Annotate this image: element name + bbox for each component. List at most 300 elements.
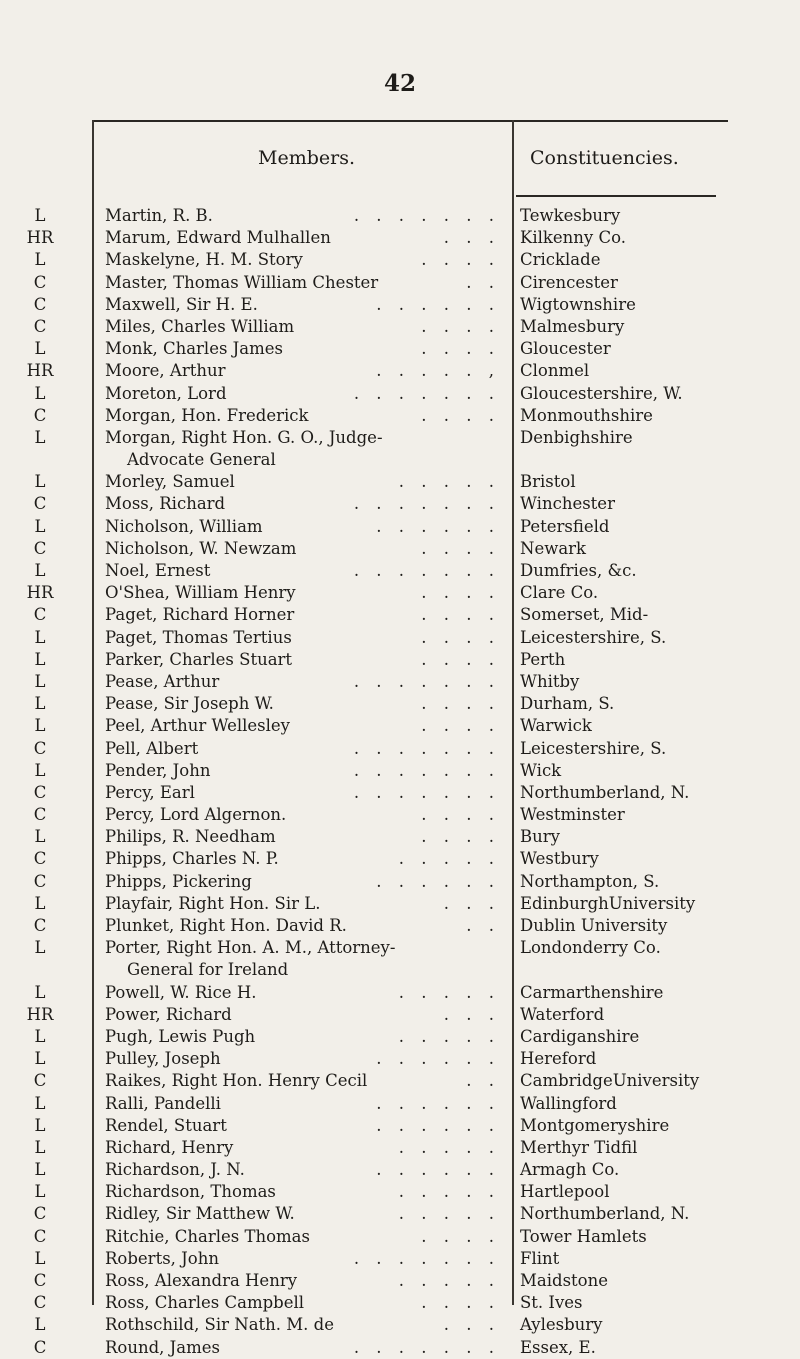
dot-leader: . . . . . . . [353,1337,500,1357]
member-cell [105,316,500,338]
header-rule [516,195,716,197]
table-row [0,1314,800,1336]
member-cell [105,1314,500,1336]
constituency-cell: Winchester [520,494,615,514]
member-name: Rothschild, Sir Nath. M. de [105,1315,335,1335]
member-name: Marum, Edward Mulhallen [105,228,331,248]
constituency-cell: Wallingford [520,1093,617,1113]
table-row [0,649,800,671]
party-label: C [33,316,47,336]
constituency-cell: Wick [520,760,562,780]
party-label: C [33,272,47,292]
member-name-continued: Advocate General [127,449,276,469]
party-label: C [33,871,47,891]
party-label: L [34,1248,46,1268]
member-cell [105,893,500,915]
dot-leader: . . . . . [398,849,500,869]
member-cell [105,249,500,271]
dot-leader: . . . . . , [376,361,500,381]
dot-leader: . . . . . . [376,1115,500,1135]
member-cell [105,804,500,826]
member-name: Peel, Arthur Wellesley [105,716,291,736]
member-cell [105,604,500,626]
constituency-cell: EdinburghUniversity [520,893,696,913]
party-label: C [33,605,47,625]
member-name: Round, James [105,1337,220,1357]
constituency-cell: Dublin University [520,916,668,936]
party-label: L [34,561,46,581]
dot-leader: . . . . . . [376,294,500,314]
constituency-cell: Hartlepool [520,1182,610,1202]
party-label: HR [26,1004,54,1024]
member-name: Power, Richard [105,1004,232,1024]
member-name: Ralli, Pandelli [105,1093,221,1113]
dot-leader: . . . . [421,605,500,625]
member-name: Master, Thomas William Chester [105,272,379,292]
member-cell [105,582,500,604]
table-row [0,560,800,582]
table-row [0,405,800,427]
table-row [0,471,800,493]
dot-leader: . . . . [421,827,500,847]
dot-leader: . . . . [421,716,500,736]
member-cell [105,871,500,893]
party-label: C [33,1337,47,1357]
party-label: C [33,405,47,425]
party-label: L [34,893,46,913]
constituency-cell: Londonderry Co. [520,938,661,958]
party-label: C [33,1293,47,1313]
member-name: Plunket, Right Hon. David R. [105,916,347,936]
member-cell [105,493,500,515]
member-cell [105,693,500,715]
page-number: 42 [383,70,416,97]
dot-leader: . . . . . [398,1271,500,1291]
dot-leader: . . . . . . . [353,671,500,691]
table-row [0,427,800,471]
table-row [0,516,800,538]
member-name: Moss, Richard [105,494,226,514]
constituency-cell: Montgomeryshire [520,1115,670,1135]
party-label: L [34,1115,46,1135]
table-row [0,582,800,604]
table-row [0,915,800,937]
member-name: Paget, Thomas Tertius [105,627,292,647]
member-cell [105,1159,500,1181]
table-row [0,1292,800,1314]
member-name-continued: General for Ireland [127,960,289,980]
table-row [0,338,800,360]
table-row [0,538,800,560]
table-row [0,1026,800,1048]
table-row [0,1137,800,1159]
constituency-cell: Aylesbury [520,1315,603,1335]
member-name: Pulley, Joseph [105,1049,221,1069]
member-cell [105,227,500,249]
party-label: C [33,1226,47,1246]
table-row [0,604,800,626]
dot-leader: . . . . . . [376,1093,500,1113]
member-cell [105,738,500,760]
table-row [0,893,800,915]
dot-leader: . . . . . [398,472,500,492]
dot-leader: . . . . . . [376,871,500,891]
dot-leader: . . . . [421,649,500,669]
dot-leader: . . . . . . . [353,561,500,581]
member-cell [105,1004,500,1026]
dot-leader: . . . . [421,538,500,558]
member-name: Porter, Right Hon. A. M., Attorney- [105,938,396,958]
party-label: C [33,1271,47,1291]
member-name: Noel, Ernest [105,561,211,581]
table-row [0,826,800,848]
dot-leader: . . . . . . . [353,782,500,802]
constituency-cell: Cardiganshire [520,1026,640,1046]
member-name: Ross, Alexandra Henry [105,1271,298,1291]
constituency-cell: Durham, S. [520,694,615,714]
dot-leader: . . . . . [398,1182,500,1202]
table-row [0,1270,800,1292]
party-label: L [34,1160,46,1180]
table-row [0,493,800,515]
party-label: HR [26,228,54,248]
member-cell [105,471,500,493]
party-label: C [33,738,47,758]
top-rule [92,120,728,122]
member-name: Morley, Samuel [105,472,235,492]
table-row [0,804,800,826]
member-cell [105,1026,500,1048]
table-row [0,760,800,782]
dot-leader: . . . . . . . [353,494,500,514]
table-row [0,982,800,1004]
table-row [0,1226,800,1248]
member-cell [105,1337,500,1359]
table-row [0,627,800,649]
table-row [0,738,800,760]
constituency-cell: Leicestershire, S. [520,627,667,647]
constituency-cell: Armagh Co. [520,1160,620,1180]
table-row [0,782,800,804]
constituency-cell: Bury [520,827,560,847]
member-cell [105,1070,500,1092]
member-name: Percy, Lord Algernon. [105,805,287,825]
table-row [0,272,800,294]
member-name: Moreton, Lord [105,383,227,403]
party-label: L [34,1093,46,1113]
dot-leader: . . [466,916,500,936]
party-label: C [33,294,47,314]
constituency-cell: Monmouthshire [520,405,653,425]
party-label: L [34,206,46,225]
dot-leader: . . . . [421,250,500,270]
member-name: Nicholson, William [105,516,263,536]
member-cell [105,982,500,1004]
member-cell [105,1270,500,1292]
constituency-cell: Essex, E. [520,1337,596,1357]
member-name: Phipps, Pickering [105,871,252,891]
constituency-cell: Northumberland, N. [520,782,690,802]
table-row [0,1203,800,1225]
member-cell [105,782,500,804]
constituency-cell: Leicestershire, S. [520,738,667,758]
constituency-cell: Gloucestershire, W. [520,383,683,403]
dot-leader: . . . . [421,583,500,603]
member-name: Pease, Arthur [105,671,220,691]
member-cell [105,1137,500,1159]
member-cell [105,405,500,427]
constituency-cell: Carmarthenshire [520,982,664,1002]
party-label: C [33,494,47,514]
member-cell [105,715,500,737]
member-name: Pease, Sir Joseph W. [105,694,274,714]
member-name: Parker, Charles Stuart [105,649,293,669]
member-name: Morgan, Right Hon. G. O., Judge- [105,427,383,447]
member-cell [105,1048,500,1070]
table-row [0,1115,800,1137]
constituency-cell: Flint [520,1248,560,1268]
constituency-cell: Perth [520,649,566,669]
dot-leader: . . . . . . [376,1049,500,1069]
party-label: C [33,538,47,558]
party-label: L [34,383,46,403]
table-row [0,360,800,382]
member-name: Phipps, Charles N. P. [105,849,279,869]
member-name: Maskelyne, H. M. Story [105,250,303,270]
party-label: L [34,427,46,447]
constituency-cell: Westbury [520,849,599,869]
party-label: C [33,916,47,936]
dot-leader: . . . . [421,1226,500,1246]
constituency-cell: Clonmel [520,361,590,381]
constituency-cell: Malmesbury [520,316,625,336]
constituency-cell: Northumberland, N. [520,1204,690,1224]
party-label: L [34,694,46,714]
table-row [0,871,800,893]
member-cell [105,671,500,693]
dot-leader: . . . [443,1315,500,1335]
party-label: L [34,339,46,359]
member-name: Morgan, Hon. Frederick [105,405,309,425]
party-label: C [33,849,47,869]
party-label: C [33,1204,47,1224]
dot-leader: . . . . [421,694,500,714]
constituency-cell: Cricklade [520,250,601,270]
member-cell [105,1115,500,1137]
dot-leader: . . . . [421,627,500,647]
table-row [0,1093,800,1115]
constituency-cell: Maidstone [520,1271,608,1291]
constituency-cell: Somerset, Mid- [520,605,649,625]
table-row [0,848,800,870]
constituency-cell: Waterford [520,1004,605,1024]
dot-leader: . . . . [421,805,500,825]
member-name: Philips, R. Needham [105,827,276,847]
party-label: HR [26,361,54,381]
constituency-cell: CambridgeUniversity [520,1071,700,1091]
member-cell [105,1226,500,1248]
party-label: C [33,1071,47,1091]
dot-leader: . . . . . [398,1026,500,1046]
party-label: L [34,1137,46,1157]
dot-leader: . . . . . . . [353,1248,500,1268]
party-label: C [33,805,47,825]
party-label: L [34,627,46,647]
member-name: Pender, John [105,760,211,780]
party-label: L [34,649,46,669]
member-name: Richardson, J. N. [105,1160,245,1180]
member-name: Martin, R. B. [105,206,213,225]
member-cell [105,627,500,649]
dot-leader: . . . . . . . [353,206,500,225]
constituency-cell: St. Ives [520,1293,583,1313]
constituency-cell: Tower Hamlets [520,1226,647,1246]
table-row [0,316,800,338]
member-cell [105,1248,500,1270]
member-name: Rendel, Stuart [105,1115,227,1135]
dot-leader: . . . . . [398,1204,500,1224]
member-cell [105,383,500,405]
member-name: Richard, Henry [105,1137,234,1157]
member-cell [105,915,500,937]
constituency-cell: Denbighshire [520,427,633,447]
member-cell [105,538,500,560]
dot-leader: . . . . . . . [353,738,500,758]
dot-leader: . . . . [421,339,500,359]
party-label: L [34,1026,46,1046]
table-row [0,1048,800,1070]
table-row [0,1248,800,1270]
member-name: Pugh, Lewis Pugh [105,1026,256,1046]
constituency-cell: Tewkesbury [520,206,621,225]
party-label: L [34,982,46,1002]
dot-leader: . . . [443,1004,500,1024]
party-label: L [34,250,46,270]
member-name: Pell, Albert [105,738,199,758]
dot-leader: . . . . [421,1293,500,1313]
member-cell [105,1292,500,1314]
members-table [0,205,800,1359]
member-cell [105,516,500,538]
member-cell [105,272,500,294]
member-name: Percy, Earl [105,782,195,802]
table-row [0,1070,800,1092]
dot-leader: . . . . . [398,1137,500,1157]
table-row [0,715,800,737]
dot-leader: . . . . . . [376,516,500,536]
constituency-cell: Bristol [520,472,576,492]
constituency-cell: Petersfield [520,516,610,536]
dot-leader: . . . . . . . [353,760,500,780]
member-name: Nicholson, W. Newzam [105,538,297,558]
member-cell [105,560,500,582]
dot-leader: . . [466,272,500,292]
table-row [0,383,800,405]
dot-leader: . . . [443,228,500,248]
dot-leader: . . . . [421,405,500,425]
member-cell [105,826,500,848]
member-name: O'Shea, William Henry [105,583,296,603]
constituency-cell: Westminster [520,805,625,825]
member-name: Monk, Charles James [105,339,284,359]
table-row [0,1181,800,1203]
table-row [0,249,800,271]
dot-leader: . . . . . [398,982,500,1002]
party-label: L [34,516,46,536]
constituency-cell: Cirencester [520,272,618,292]
constituency-cell: Whitby [520,671,580,691]
table-row [0,693,800,715]
constituency-cell: Newark [520,538,587,558]
table-row [0,1159,800,1181]
party-label: L [34,1315,46,1335]
party-label: L [34,671,46,691]
member-cell [105,649,500,671]
constituency-cell: Clare Co. [520,583,599,603]
constituency-cell: Merthyr Tidfil [520,1137,638,1157]
member-name: Playfair, Right Hon. Sir L. [105,893,321,913]
constituency-cell: Kilkenny Co. [520,228,626,248]
member-name: Roberts, John [105,1248,219,1268]
table-row [0,294,800,316]
member-name: Paget, Richard Horner [105,605,295,625]
constituency-cell: Wigtownshire [520,294,636,314]
member-name: Ridley, Sir Matthew W. [105,1204,295,1224]
constituency-cell: Dumfries, &c. [520,561,637,581]
member-cell [105,338,500,360]
member-name: Powell, W. Rice H. [105,982,257,1002]
member-name: Richardson, Thomas [105,1182,276,1202]
table-row [0,1337,800,1359]
member-cell [105,1093,500,1115]
member-name: Ross, Charles Campbell [105,1293,305,1313]
member-name: Maxwell, Sir H. E. [105,294,258,314]
constituency-cell: Warwick [520,716,592,736]
member-cell [105,294,500,316]
table-row [0,227,800,249]
members-header: Members. [258,147,355,169]
member-cell [105,937,500,981]
member-name: Miles, Charles William [105,316,295,336]
constituency-cell: Hereford [520,1049,597,1069]
dot-leader: . . . . . . [376,1160,500,1180]
member-name: Moore, Arthur [105,361,226,381]
member-cell [105,205,500,227]
party-label: L [34,827,46,847]
member-name: Ritchie, Charles Thomas [105,1226,310,1246]
table-row [0,205,800,227]
member-cell [105,427,500,471]
dot-leader: . . . [443,893,500,913]
table-row [0,1004,800,1026]
party-label: L [34,472,46,492]
constituencies-header: Constituencies. [530,147,679,169]
member-cell [105,1203,500,1225]
member-cell [105,848,500,870]
dot-leader: . . . . . . . [353,383,500,403]
constituency-cell: Northampton, S. [520,871,660,891]
party-label: C [33,782,47,802]
dot-leader: . . [466,1071,500,1091]
member-cell [105,760,500,782]
member-cell [105,1181,500,1203]
constituency-cell: Gloucester [520,339,611,359]
member-name: Raikes, Right Hon. Henry Cecil [105,1071,368,1091]
party-label: HR [26,583,54,603]
table-row [0,671,800,693]
dot-leader: . . . . [421,316,500,336]
party-label: L [34,938,46,958]
